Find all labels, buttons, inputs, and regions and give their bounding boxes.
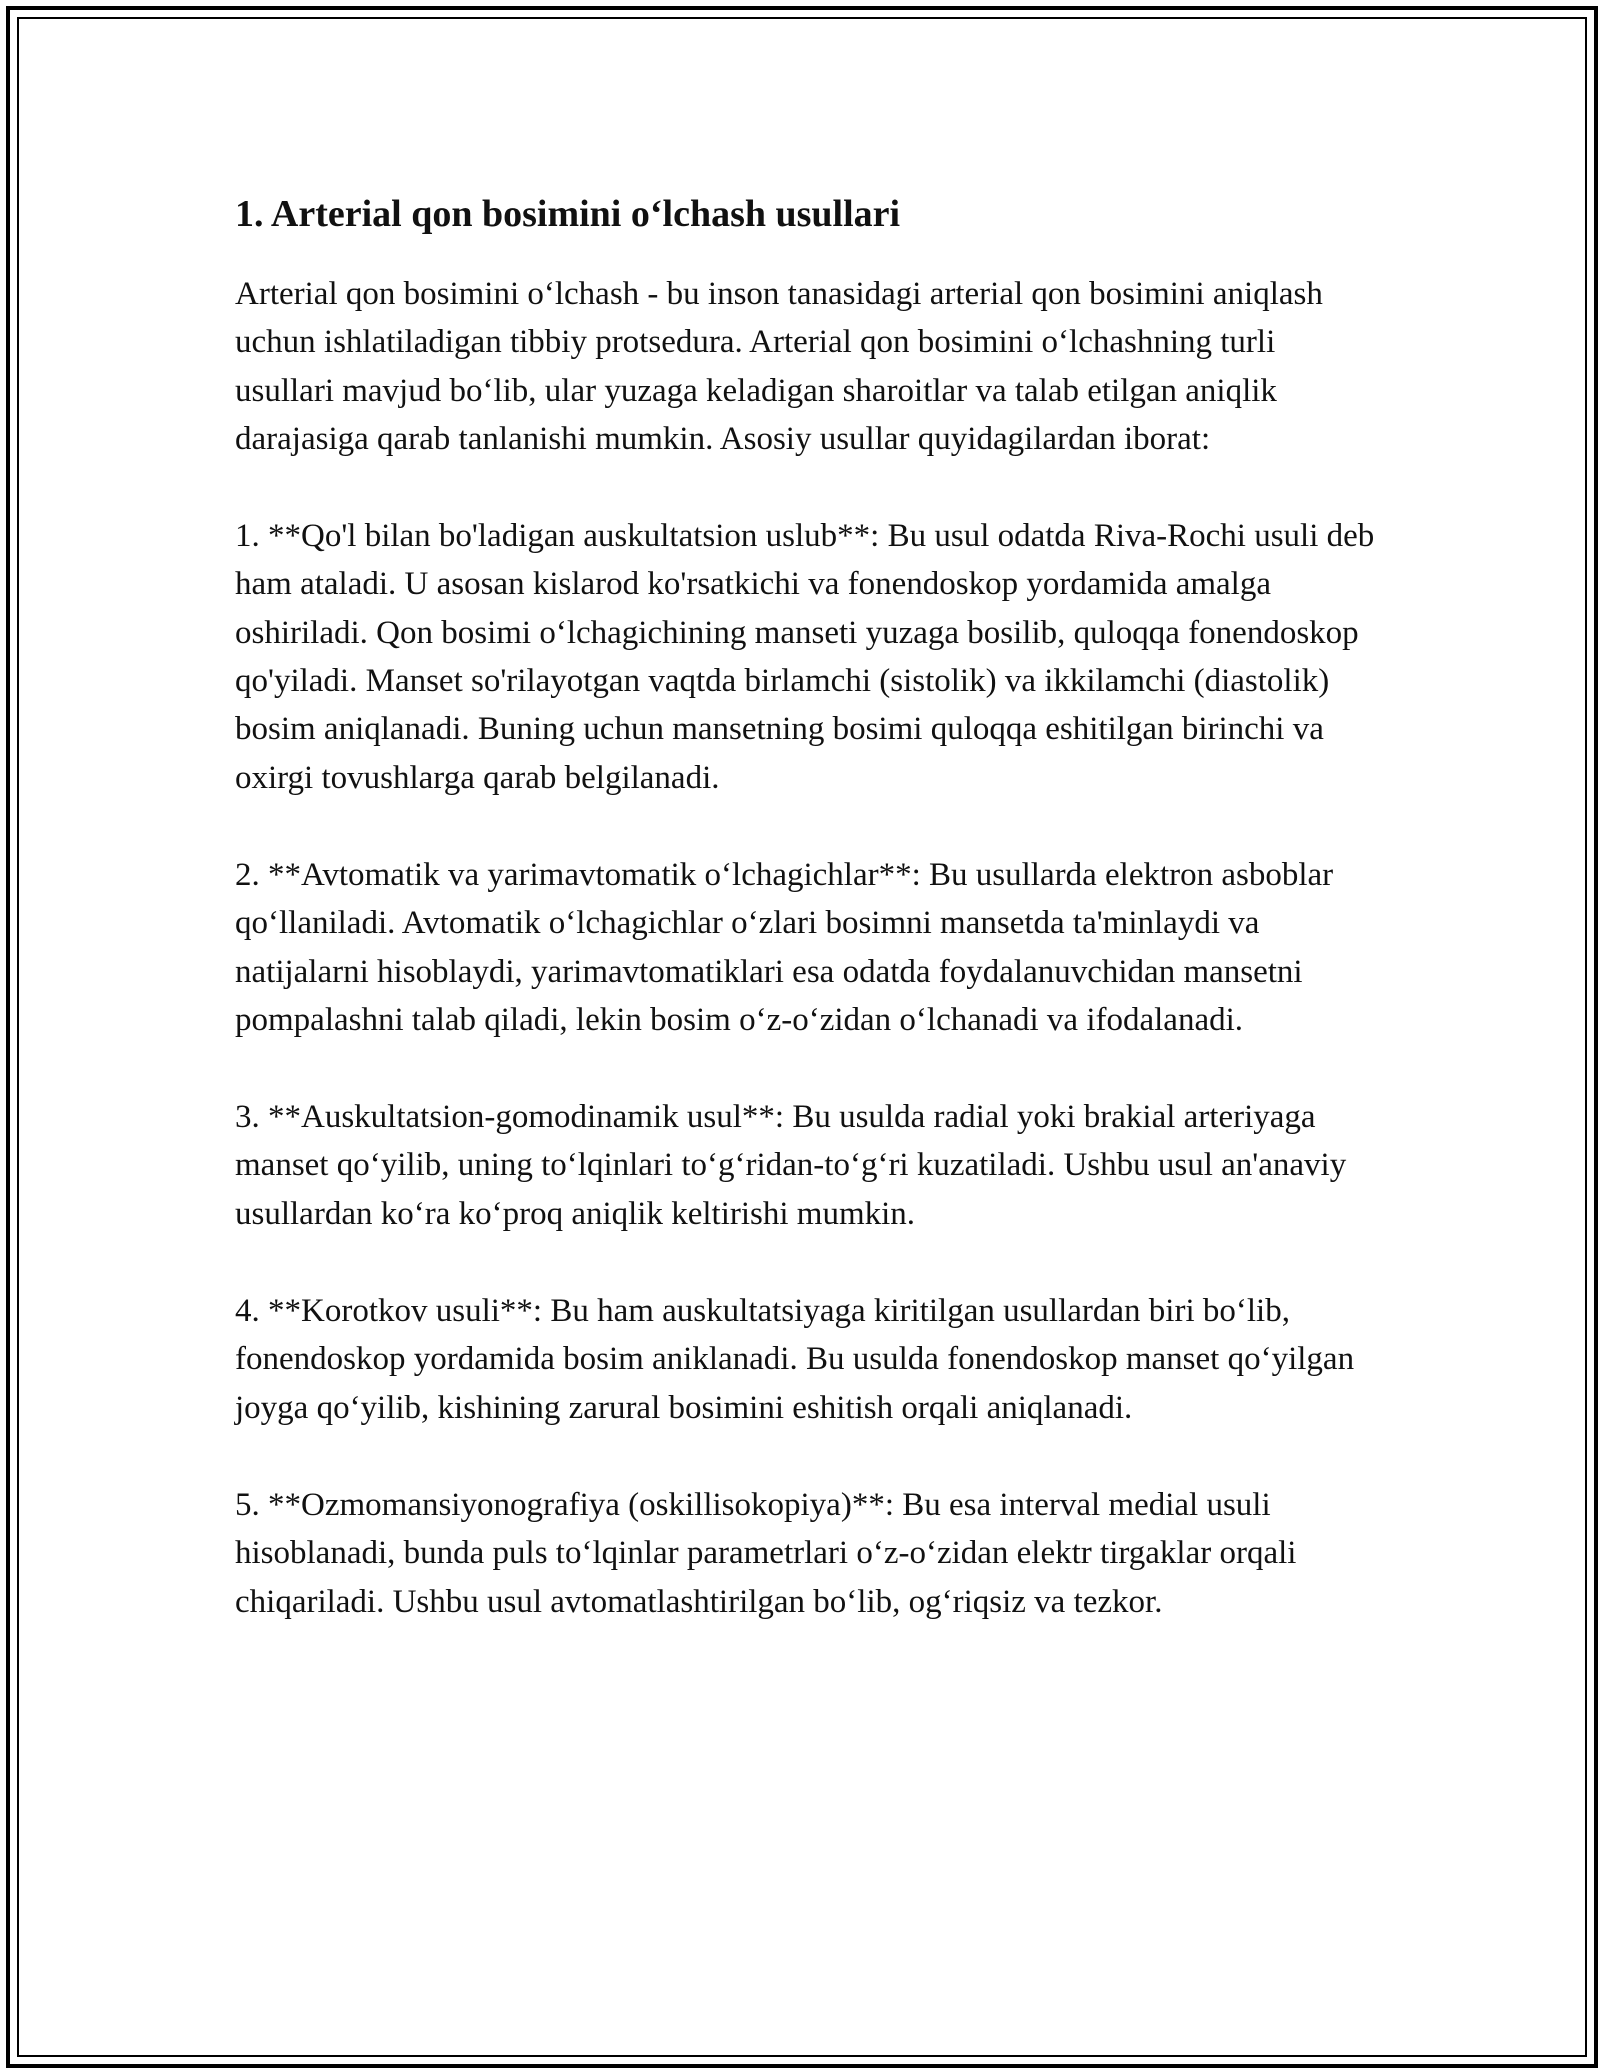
- method-2-paragraph: 2. **Avtomatik va yarimavtomatik o‘lchagichlar**: Bu usullarda elektron asboblar qo‘llaniladi. Avtomatik o‘lchagichlar o‘zlari bosimni mansetda ta'minlaydi va natijalarni hisoblaydi, yarimavtomatiklari esa odatda foydalanuvchidan mansetni pompalashni talab qiladi, lekin bosim o‘z-o‘zidan o‘lchanadi va ifodalanadi.: [235, 856, 1334, 1038]
- document-body: [235, 188, 1375, 1675]
- method-5-paragraph: 5. **Ozmomansiyonografiya (oskillisokopiya)**: Bu esa interval medial usuli hisoblanadi, bunda puls to‘lqinlar parametrlari o‘z-o‘zidan elektr tirgaklar orqali chiqariladi. Ushbu usul avtomatlashtirilgan bo‘lib, og‘riqsiz va tezkor.: [235, 1486, 1297, 1620]
- method-1-paragraph: 1. **Qo'l bilan bo'ladigan auskultatsion uslub**: Bu usul odatda Riva-Rochi usuli deb ham ataladi. U asosan kislarod ko'rsatkichi va fonendoskop yordamida amalga oshiriladi. Qon bosimi o‘lchagichining manseti yuzaga bosilib, quloqqa fonendoskop qo'yiladi. Manset so'rilayotgan vaqtda birlamchi (sistolik) va ikkilamchi (diastolik) bosim aniqlanadi. Buning uchun mansetning bosimi quloqqa eshitilgan birinchi va oxirgi tovushlarga qarab belgilanadi.: [235, 518, 1375, 796]
- method-3-paragraph: 3. **Auskultatsion-gomodinamik usul**: Bu usulda radial yoki brakial arteriyaga manset qo‘yilib, uning to‘lqinlari to‘g‘ridan-to‘g‘ri kuzatiladi. Ushbu usul an'anaviy usullardan ko‘ra ko‘proq aniqlik keltirishi mumkin.: [235, 1099, 1347, 1232]
- method-4-paragraph: 4. **Korotkov usuli**: Bu ham auskultatsiyaga kiritilgan usullardan biri bo‘lib, fonendoskop yordamida bosim aniklanadi. Bu usulda fonendoskop manset qo‘yilgan joyga qo‘yilib, kishining zarural bosimini eshitish orqali aniqlanadi.: [235, 1293, 1355, 1426]
- document-title: 1. Arterial qon bosimini o‘lchash usullari: [235, 193, 901, 235]
- intro-paragraph: Arterial qon bosimini o‘lchash - bu inson tanasidagi arterial qon bosimini aniqlash uchun ishlatiladigan tibbiy protsedura. Arterial qon bosimini o‘lchashning turli usullari mavjud bo‘lib, ular yuzaga keladigan sharoitlar va talab etilgan aniqlik darajasiga qarab tanlanishi mumkin. Asosiy usullar quyidagilardan iborat:: [235, 276, 1323, 457]
